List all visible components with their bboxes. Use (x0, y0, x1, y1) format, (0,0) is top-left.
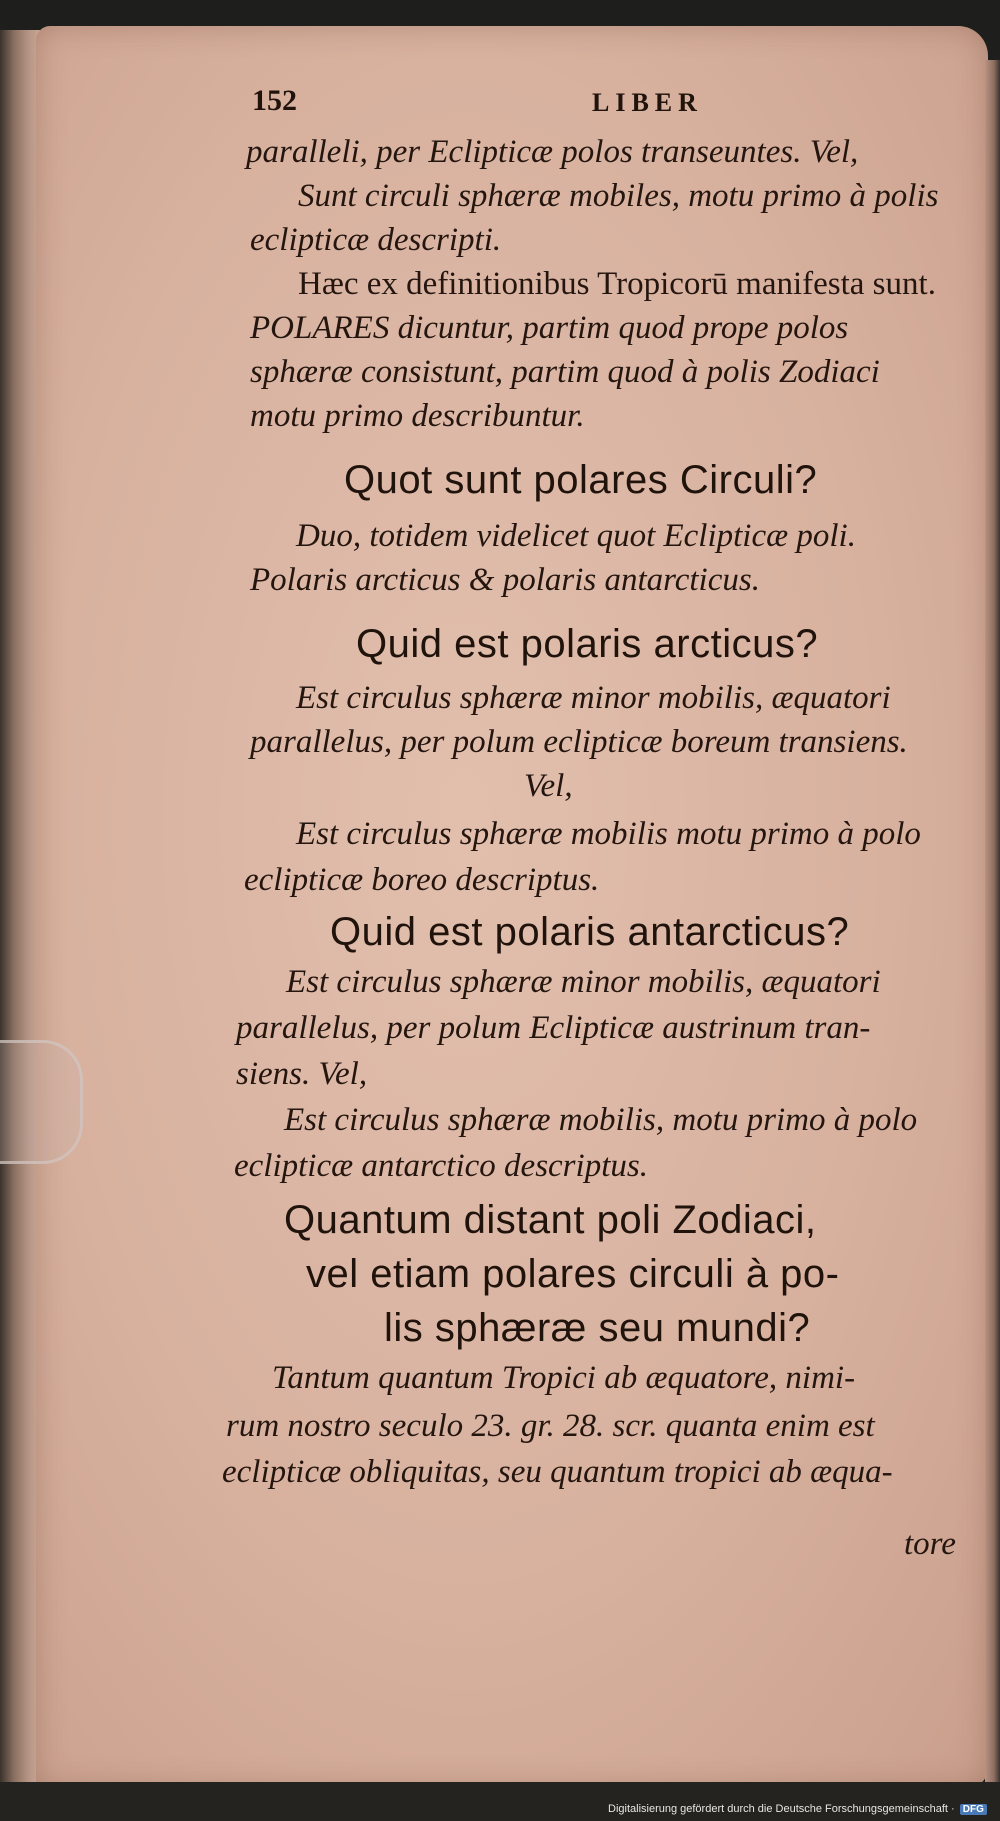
answer-3-line-3: siens. Vel, (236, 1056, 368, 1092)
dfg-logo: DFG (960, 1804, 987, 1815)
answer-2-line-4: Est circulus sphæræ mobilis motu primo à polo (296, 816, 921, 852)
text-line-5: POLARES dicuntur, partim quod prope polos (250, 310, 849, 346)
page-clip (0, 1040, 83, 1164)
answer-4-line-4: tore (904, 1526, 956, 1562)
heading-polares-circuli: Quot sunt polares Circuli? (344, 458, 818, 502)
answer-4-line-2: rum nostro seculo 23. gr. 28. scr. quanta enim est (226, 1408, 875, 1444)
answer-2-line-5: eclipticæ boreo descriptus. (244, 862, 600, 898)
text-line-2: Sunt circuli sphæræ mobiles, motu primo à polis (298, 178, 939, 214)
answer-2-line-1: Est circulus sphæræ minor mobilis, æquatori (296, 680, 891, 716)
answer-3-line-5: eclipticæ antarctico descriptus. (234, 1148, 648, 1184)
page-number: 152 (252, 84, 297, 117)
answer-2-line-2: parallelus, per polum eclipticæ boreum transiens. (250, 724, 908, 760)
answer-3-line-4: Est circulus sphæræ mobilis, motu primo à polo (284, 1102, 918, 1138)
text-line-1: paralleli, per Eclipticæ polos transeuntes. Vel, (246, 134, 859, 170)
answer-2-line-3: Vel, (524, 768, 573, 804)
running-title: LIBER (592, 88, 703, 117)
heading-quantum-distant-2: vel etiam polares circuli à po- (306, 1252, 840, 1296)
heading-quantum-distant-3: lis sphæræ seu mundi? (384, 1306, 811, 1350)
text-line-7: motu primo describuntur. (250, 398, 585, 434)
digitization-credit (608, 1803, 987, 1815)
answer-3-line-2: parallelus, per polum Eclipticæ austrinum tran- (236, 1010, 871, 1046)
bottom-margin (0, 1782, 1000, 1821)
heading-polaris-arcticus: Quid est polaris arcticus? (356, 622, 819, 666)
answer-1-line-1: Duo, totidem videlicet quot Eclipticæ poli. (296, 518, 856, 554)
credit-text: Digitalisierung gefördert durch die Deutsche Forschungsgemeinschaft · (608, 1803, 955, 1815)
heading-quantum-distant-1: Quantum distant poli Zodiaci, (284, 1198, 817, 1242)
text-line-6: sphæræ consistunt, partim quod à polis Zodiaci (250, 354, 880, 390)
text-line-3: eclipticæ descripti. (250, 222, 502, 258)
answer-1-line-2: Polaris arcticus & polaris antarcticus. (250, 562, 760, 598)
heading-polaris-antarcticus: Quid est polaris antarcticus? (330, 910, 850, 954)
answer-4-line-1: Tantum quantum Tropici ab æquatore, nimi- (272, 1360, 856, 1396)
text-line-4: Hæc ex definitionibus Tropicorū manifesta sunt. (298, 266, 936, 302)
book-spine (0, 30, 40, 1800)
page-right-edge (985, 60, 1000, 1800)
answer-3-line-1: Est circulus sphæræ minor mobilis, æquatori (286, 964, 881, 1000)
answer-4-line-3: eclipticæ obliquitas, seu quantum tropici ab æqua- (222, 1454, 893, 1490)
